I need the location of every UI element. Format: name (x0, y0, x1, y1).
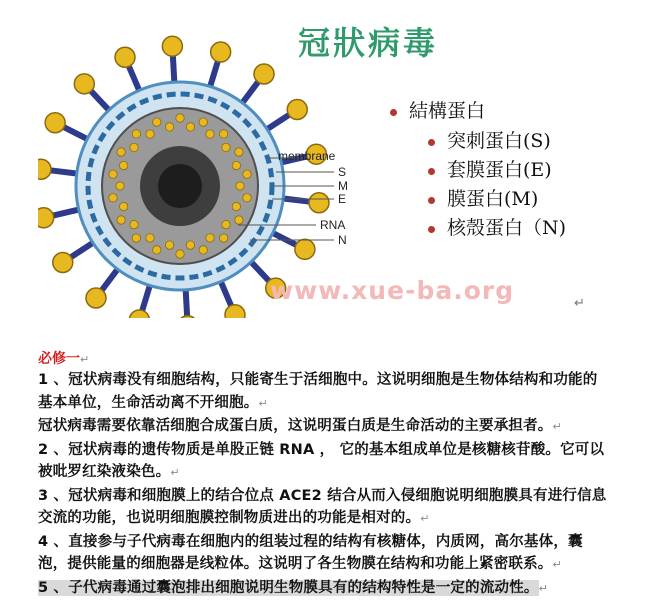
legend-item-text: 突刺蛋白(S) (447, 130, 551, 152)
nucleocapsid-bead (232, 161, 240, 169)
watermark: www.xue-ba.org (270, 276, 515, 305)
legend-item-s (428, 126, 551, 153)
label-m: M (338, 179, 348, 193)
nucleocapsid-bead (119, 161, 127, 169)
legend-item-text: 膜蛋白(M) (447, 188, 539, 210)
paragraph-5: 5 、子代病毒通过囊泡排出细胞说明生物膜具有的结构特性是一定的流动性。↵ (38, 579, 549, 596)
nucleocapsid-bead (109, 170, 117, 178)
nucleocapsid-bead (220, 234, 228, 242)
spike-head (178, 316, 198, 318)
spike-head (225, 305, 245, 318)
legend-heading (390, 96, 485, 123)
spike-head (38, 159, 51, 179)
bullet-icon (428, 168, 435, 175)
figure-title: 冠狀病毒 (298, 24, 439, 62)
paragraph-mark: ↵ (552, 558, 562, 571)
rna-core (158, 164, 202, 208)
nucleocapsid-bead (236, 182, 244, 190)
spike-head (162, 36, 182, 56)
paragraph-mark: ↵ (574, 296, 585, 311)
paragraph-mark: ↵ (258, 396, 268, 410)
paragraph-3: 3 、冠状病毒和细胞膜上的结合位点 ACE2 结合从而入侵细胞说明细胞膜具有进行信息交流的功能，也说明细胞膜控制物质进出的功能是相对的。↵ (38, 487, 607, 526)
spike-head (129, 310, 149, 318)
spike-head (309, 193, 329, 213)
legend-heading-text: 結構蛋白 (409, 100, 486, 122)
nucleocapsid-bead (153, 118, 161, 126)
nucleocapsid-bead (235, 216, 243, 224)
nucleocapsid-bead (206, 234, 214, 242)
notes-body (38, 350, 608, 600)
nucleocapsid-bead (109, 194, 117, 202)
nucleocapsid-bead (117, 148, 125, 156)
label-rna: RNA (320, 218, 346, 232)
spike-head (295, 239, 315, 259)
nucleocapsid-bead (222, 143, 230, 151)
nucleocapsid-bead (165, 123, 173, 131)
nucleocapsid-bead (130, 220, 138, 228)
nucleocapsid-bead (186, 241, 194, 249)
nucleocapsid-bead (146, 130, 154, 138)
spike-head (86, 288, 106, 308)
nucleocapsid-bead (132, 130, 140, 138)
label-s: S (338, 165, 347, 179)
paragraph-2: 2 、冠状病毒的遗传物质是单股正链 RNA ， 它的基本组成单位是核糖核苷酸。它可以被吡罗红染液染色。↵ (38, 441, 605, 480)
legend-item-e (428, 155, 552, 182)
paragraph-mark: ↵ (80, 353, 90, 366)
nucleocapsid-bead (199, 118, 207, 126)
bullet-icon (390, 109, 397, 116)
coronavirus-figure (38, 0, 586, 318)
paragraph-4: 4 、直接参与子代病毒在细胞内的组装过程的结构有核糖体，内质网，高尔基体，囊泡，提供能量的细胞器是线粒体。这说明了各生物膜在结构和功能上紧密联系。↵ (38, 533, 583, 572)
nucleocapsid-bead (176, 250, 184, 258)
paragraph-mark: ↵ (538, 581, 549, 595)
spike-head (45, 113, 65, 133)
nucleocapsid-bead (176, 114, 184, 122)
paragraph-mark: ↵ (170, 466, 180, 479)
legend-item-m (428, 184, 538, 211)
bullet-icon (428, 197, 435, 204)
nucleocapsid-bead (117, 216, 125, 224)
label-membrane: membrane (278, 149, 336, 163)
legend-item-text: 核殼蛋白（N) (447, 217, 567, 239)
spike-head (74, 74, 94, 94)
nucleocapsid-bead (165, 241, 173, 249)
spike-head (38, 208, 54, 228)
spike-head (115, 47, 135, 67)
spike-head (211, 42, 231, 62)
nucleocapsid-bead (146, 234, 154, 242)
nucleocapsid-bead (220, 130, 228, 138)
nucleocapsid-bead (243, 170, 251, 178)
spike-head (53, 253, 73, 273)
nucleocapsid-bead (153, 246, 161, 254)
paragraph-mark: ↵ (420, 512, 430, 525)
label-e: E (338, 192, 347, 206)
nucleocapsid-bead (119, 202, 127, 210)
nucleocapsid-bead (186, 123, 194, 131)
spike-head (254, 64, 274, 84)
nucleocapsid-bead (199, 246, 207, 254)
paragraph-mark: ↵ (552, 420, 562, 433)
section-title: 必修一↵ (38, 351, 90, 367)
nucleocapsid-bead (206, 130, 214, 138)
paragraph-1b: 冠状病毒需要依靠活细胞合成蛋白质，这说明蛋白质是生命活动的主要承担者。↵ (38, 418, 562, 434)
nucleocapsid-bead (132, 234, 140, 242)
legend-item-text: 套膜蛋白(E) (447, 159, 552, 181)
nucleocapsid-bead (116, 182, 124, 190)
label-n: N (338, 233, 347, 247)
bullet-icon (428, 226, 435, 233)
nucleocapsid-bead (222, 220, 230, 228)
spike-head (287, 99, 307, 119)
legend-item-n (428, 213, 566, 240)
nucleocapsid-bead (232, 202, 240, 210)
bullet-icon (428, 139, 435, 146)
paragraph-1: 1 、冠状病毒没有细胞结构，只能寄生于活细胞中。这说明细胞是生物体结构和功能的基本单位，生命活动离不开细胞。↵ (38, 372, 598, 411)
nucleocapsid-bead (235, 148, 243, 156)
nucleocapsid-bead (130, 143, 138, 151)
nucleocapsid-bead (243, 194, 251, 202)
